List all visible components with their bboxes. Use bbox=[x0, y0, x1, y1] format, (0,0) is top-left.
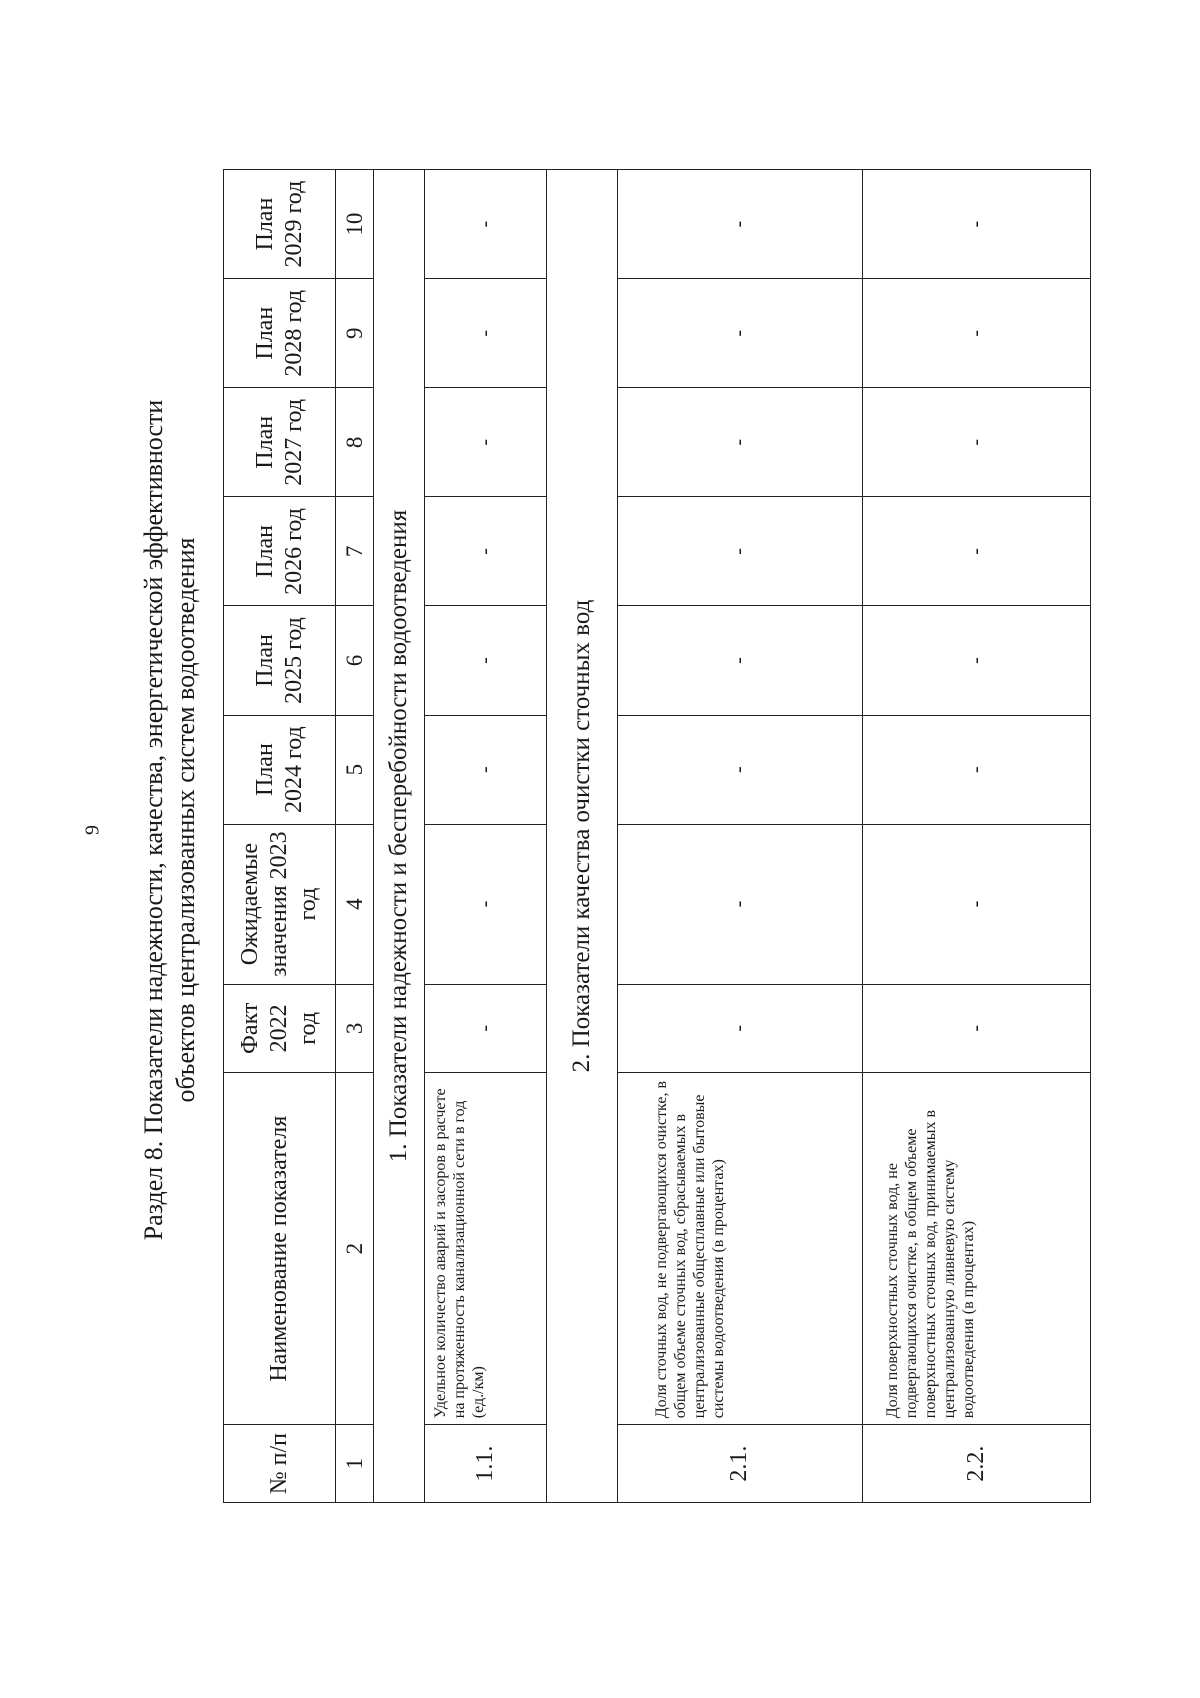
value-cell: - bbox=[425, 170, 547, 279]
value-cell: - bbox=[862, 170, 1091, 279]
title-line-2: объектов централизованных систем водоотведения bbox=[171, 537, 200, 1103]
column-number: 5 bbox=[336, 715, 374, 824]
value-cell: - bbox=[617, 715, 862, 824]
row-number: 2.1. bbox=[617, 1425, 862, 1503]
value-cell: - bbox=[617, 824, 862, 984]
value-cell: - bbox=[617, 170, 862, 279]
indicator-name: Удельное количество аварий и засоров в расчете на протяженность канализационной сети в год (ед./км) bbox=[425, 1073, 547, 1425]
table-row bbox=[425, 170, 547, 1503]
header-cell: План 2029 год bbox=[224, 170, 336, 279]
value-cell: - bbox=[425, 824, 547, 984]
row-number: 2.2. bbox=[862, 1425, 1091, 1503]
header-cell: План 2024 год bbox=[224, 715, 336, 824]
value-cell: - bbox=[425, 279, 547, 388]
value-cell: - bbox=[862, 824, 1091, 984]
indicator-name: Доля поверхностных сточных вод, не подвергающихся очистке, в общем объеме поверхностных сточных вод, принимаемых в централизованную ливневую систему водоотведения (в процентах) bbox=[862, 1073, 1091, 1425]
column-number: 8 bbox=[336, 388, 374, 497]
section-title: 1. Показатели надежности и бесперебойности водоотведения bbox=[374, 170, 425, 1503]
page-title bbox=[138, 400, 202, 1241]
column-number: 10 bbox=[336, 170, 374, 279]
value-cell: - bbox=[425, 984, 547, 1073]
table-row bbox=[617, 170, 862, 1503]
column-number-row bbox=[336, 170, 374, 1503]
indicators-table bbox=[223, 169, 1091, 1503]
value-cell: - bbox=[617, 606, 862, 715]
section-row bbox=[547, 170, 618, 1503]
value-cell: - bbox=[862, 715, 1091, 824]
section-title: 2. Показатели качества очистки сточных вод bbox=[547, 170, 618, 1503]
column-number: 1 bbox=[336, 1425, 374, 1503]
value-cell: - bbox=[862, 984, 1091, 1073]
table-row bbox=[862, 170, 1091, 1503]
value-cell: - bbox=[617, 984, 862, 1073]
value-cell: - bbox=[862, 388, 1091, 497]
column-number: 4 bbox=[336, 824, 374, 984]
value-cell: - bbox=[617, 497, 862, 606]
value-cell: - bbox=[617, 388, 862, 497]
header-row bbox=[224, 170, 336, 1503]
value-cell: - bbox=[862, 497, 1091, 606]
column-number: 3 bbox=[336, 984, 374, 1073]
value-cell: - bbox=[425, 715, 547, 824]
value-cell: - bbox=[425, 606, 547, 715]
header-cell: № п/п bbox=[224, 1425, 336, 1503]
value-cell: - bbox=[862, 606, 1091, 715]
column-number: 2 bbox=[336, 1073, 374, 1425]
column-number: 7 bbox=[336, 497, 374, 606]
header-cell: План 2026 год bbox=[224, 497, 336, 606]
title-line-1: Раздел 8. Показатели надежности, качества, энергетической эффективности bbox=[139, 399, 168, 1241]
section-row bbox=[374, 170, 425, 1503]
header-cell: План 2028 год bbox=[224, 279, 336, 388]
header-cell: Ожидаемые значения 2023 год bbox=[224, 824, 336, 984]
header-cell: Наименование показателя bbox=[224, 1073, 336, 1425]
row-number: 1.1. bbox=[425, 1425, 547, 1503]
column-number: 9 bbox=[336, 279, 374, 388]
value-cell: - bbox=[617, 279, 862, 388]
value-cell: - bbox=[425, 497, 547, 606]
value-cell: - bbox=[425, 388, 547, 497]
header-cell: План 2027 год bbox=[224, 388, 336, 497]
column-number: 6 bbox=[336, 606, 374, 715]
header-cell: План 2025 год bbox=[224, 606, 336, 715]
header-cell: Факт 2022 год bbox=[224, 984, 336, 1073]
page-number: 9 bbox=[81, 825, 104, 835]
indicator-name: Доля сточных вод, не подвергающихся очистке, в общем объеме сточных вод, сбрасываемых в централизованные общесплавные или бытовые системы водоотведения (в процентах) bbox=[617, 1073, 862, 1425]
value-cell: - bbox=[862, 279, 1091, 388]
